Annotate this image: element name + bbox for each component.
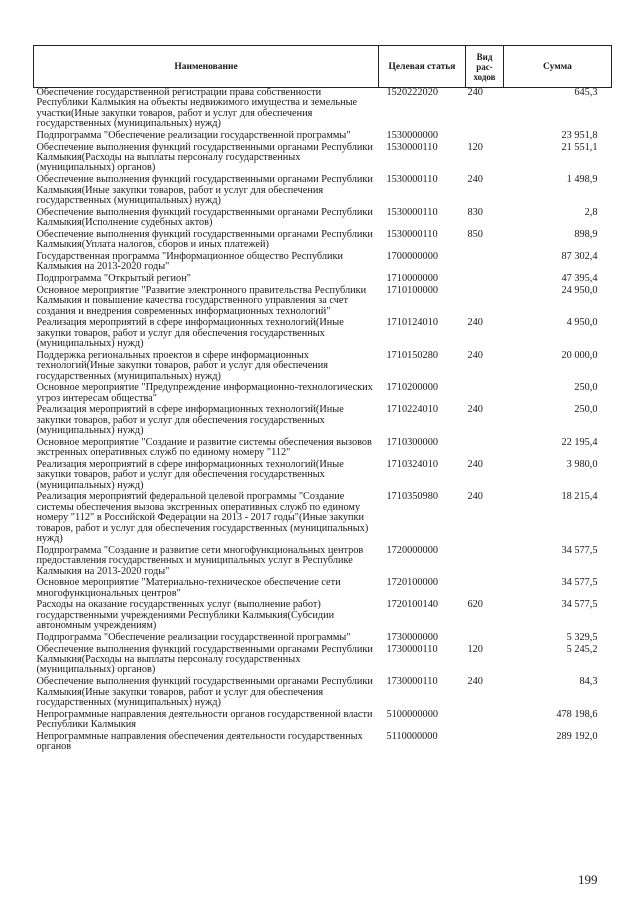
table-row — [34, 208, 612, 230]
row-name: Обеспечение выполнения функций государственными органами Республики Калмыкия(Расходы на выплаты персоналу государственных (муниципальных) органов) — [36, 643, 373, 676]
row-sum: 22 195,4 — [561, 436, 598, 448]
row-sum: 34 577,5 — [561, 577, 598, 589]
row-name: Обеспечение выполнения функций государственными органами Республики Калмыкия(Иные закупки товаров, работ и услуг для обеспечения государственных (муниципальных) нужд) — [36, 174, 373, 206]
row-sum: 24 950,0 — [561, 284, 598, 296]
row-code: 1710124010 — [386, 317, 438, 329]
header-name: Наименование — [34, 46, 379, 88]
table-row — [34, 460, 612, 493]
row-name: Государственная программа "Информационное общество Республики Калмыкия на 2013-2020 годы" — [36, 250, 344, 273]
row-sum: 289 192,0 — [556, 730, 598, 742]
row-name: Поддержка региональных проектов в сфере информационных технологий(Иные закупки товаров, работ и услуг для обеспечения государственных (муниципальных) нужд) — [36, 349, 329, 382]
row-expense-type — [466, 286, 504, 319]
row-code: 1710000000 — [386, 272, 438, 284]
table-body — [34, 88, 612, 754]
table-row — [34, 732, 612, 754]
table-header-row — [34, 46, 612, 88]
table-row — [34, 88, 612, 131]
row-expense-type: 240 — [467, 458, 483, 470]
table-row — [34, 286, 612, 319]
row-expense-type: 120 — [467, 643, 483, 655]
row-code: 1530000110 — [386, 206, 438, 218]
row-name: Основное мероприятие "Создание и развитие системы обеспечения вызовов экстренных оперативных служб по единому номеру "112" — [36, 436, 372, 459]
header-sum: Сумма — [504, 46, 612, 88]
row-expense-type: 850 — [467, 228, 483, 240]
row-sum: 250,0 — [574, 382, 598, 394]
row-expense-type — [466, 710, 504, 732]
table-row — [34, 645, 612, 678]
row-code: 1700000000 — [386, 250, 438, 262]
row-code: 5110000000 — [386, 730, 438, 742]
row-code: 1730000000 — [386, 631, 438, 643]
row-expense-type — [466, 578, 504, 600]
table-row — [34, 677, 612, 710]
table-row — [34, 633, 612, 645]
row-sum: 34 577,5 — [561, 544, 598, 556]
table-row — [34, 578, 612, 600]
row-expense-type — [466, 383, 504, 405]
row-code: 5100000000 — [386, 708, 438, 720]
row-code: 1710300000 — [386, 436, 438, 448]
row-sum: 47 395,4 — [561, 272, 598, 284]
row-sum: 23 951,8 — [561, 129, 598, 141]
row-expense-type: 240 — [467, 87, 483, 98]
row-expense-type: 240 — [467, 404, 483, 416]
row-expense-type: 240 — [467, 676, 483, 688]
row-name: Подпрограмма "Обеспечение реализации государственной программы" — [36, 129, 351, 141]
row-sum: 1 498,9 — [566, 174, 598, 186]
row-name: Основное мероприятие "Развитие электронного правительства Республики Калмыкия и повышение качества государственного управления за счет создания и внедрения современных информационных технологий" — [36, 284, 367, 317]
row-expense-type: 240 — [467, 317, 483, 329]
table-row — [34, 318, 612, 351]
row-sum: 20 000,0 — [561, 349, 598, 361]
row-sum: 18 215,4 — [561, 491, 598, 503]
table-row — [34, 230, 612, 252]
table-row — [34, 710, 612, 732]
row-code: 1530000110 — [386, 174, 438, 186]
row-name: Подпрограмма "Создание и развитие сети многофункциональных центров предоставления государственных и муниципальных услуг в Республике Калмыкия на 2013-2020 годы" — [36, 544, 364, 577]
row-sum: 5 245,2 — [566, 643, 598, 655]
row-expense-type: 620 — [467, 599, 483, 611]
row-sum: 4 950,0 — [566, 317, 598, 329]
row-code: 1730000110 — [386, 676, 438, 688]
table-row — [34, 383, 612, 405]
table-row — [34, 600, 612, 633]
row-name: Основное мероприятие "Материально-техническое обеспечение сети многофункциональных центров" — [36, 577, 341, 599]
row-code: 1530000110 — [386, 141, 438, 153]
row-name: Подпрограмма "Обеспечение реализации государственной программы" — [36, 631, 351, 643]
row-sum: 3 980,0 — [566, 458, 598, 470]
row-code: 1710324010 — [386, 458, 438, 470]
row-code: 1720100140 — [386, 599, 438, 611]
row-expense-type: 830 — [467, 206, 483, 218]
row-code: 1710200000 — [386, 382, 438, 394]
row-name: Обеспечение выполнения функций государственными органами Республики Калмыкия(Иные закупки товаров, работ и услуг для обеспечения государственных (муниципальных) нужд) — [36, 676, 373, 708]
row-sum: 645,3 — [574, 87, 598, 98]
row-expense-type — [466, 633, 504, 645]
row-sum: 21 551,1 — [561, 141, 598, 153]
row-code: 1720000000 — [386, 544, 438, 556]
row-expense-type — [466, 131, 504, 143]
table-row — [34, 351, 612, 384]
row-sum: 898,9 — [574, 228, 598, 240]
row-name: Обеспечение выполнения функций государственными органами Республики Калмыкия(Расходы на выплаты персоналу государственных (муниципальных) органов) — [36, 141, 373, 174]
row-code: 1530000110 — [386, 228, 438, 240]
row-name: Непрограммные направления обеспечения деятельности государственных органов — [36, 730, 363, 753]
row-name: Реализация мероприятий в сфере информационных технологий(Иные закупки товаров, работ и услуг для обеспечения государственных (муниципальных) нужд) — [36, 458, 344, 491]
header-expense-type: Вид рас-ходов — [466, 46, 504, 88]
table-row — [34, 252, 612, 274]
row-expense-type — [466, 438, 504, 460]
row-expense-type: 120 — [467, 141, 483, 153]
row-sum: 250,0 — [574, 404, 598, 416]
row-code: 1710350980 — [386, 491, 438, 503]
table-row — [34, 405, 612, 438]
row-code: 1530000000 — [386, 129, 438, 141]
row-name: Обеспечение государственной регистрации права собственности Республики Калмыкия на объекты недвижимого имущества и земельные участки(Иные закупки товаров, работ и услуг для обеспечения государственных (муниципальных) нужд) — [36, 87, 358, 130]
row-expense-type — [466, 252, 504, 274]
row-name: Обеспечение выполнения функций государственными органами Республики Калмыкия(Уплата налогов, сборов и иных платежей) — [36, 228, 373, 251]
table-row — [34, 438, 612, 460]
row-sum: 5 329,5 — [566, 631, 598, 643]
row-code: 1730000110 — [386, 643, 438, 655]
table-row — [34, 143, 612, 176]
row-expense-type: 240 — [467, 174, 483, 186]
header-code: Целевая статья — [379, 46, 466, 88]
row-sum: 87 302,4 — [561, 250, 598, 262]
row-expense-type — [466, 732, 504, 754]
table-row — [34, 492, 612, 545]
row-name: Реализация мероприятий в сфере информационных технологий(Иные закупки товаров, работ и услуг для обеспечения государственных (муниципальных) нужд) — [36, 404, 344, 437]
row-code: 1710224010 — [386, 404, 438, 416]
row-code: 1720100000 — [386, 577, 438, 589]
row-code: 1710150280 — [386, 349, 438, 361]
row-expense-type — [466, 274, 504, 286]
row-expense-type — [466, 546, 504, 579]
row-sum: 34 577,5 — [561, 599, 598, 611]
row-sum: 2,8 — [584, 206, 598, 218]
row-code: 1710100000 — [386, 284, 438, 296]
page-number: 199 — [578, 872, 598, 887]
row-name: Обеспечение выполнения функций государственными органами Республики Калмыкия(Исполнение судебных актов) — [36, 206, 373, 229]
row-name: Подпрограмма "Открытый регион" — [36, 272, 191, 284]
budget-table — [33, 45, 612, 754]
row-name: Расходы на оказание государственных услуг (выполнение работ) государственными учреждениями Республики Калмыкия(Субсидии автономным учреждениям) — [36, 599, 335, 632]
table-row — [34, 274, 612, 286]
row-expense-type: 240 — [467, 349, 483, 361]
row-code: 1520222020 — [386, 87, 438, 98]
row-sum: 478 198,6 — [556, 708, 598, 720]
row-name: Реализация мероприятий в сфере информационных технологий(Иные закупки товаров, работ и услуг для обеспечения государственных (муниципальных) нужд) — [36, 317, 344, 350]
row-name: Основное мероприятие "Предупреждение информационно-технологических угроз интересам общества" — [36, 382, 373, 404]
row-name: Реализация мероприятий федеральной целевой программы "Создание системы обеспечения вызова экстренных оперативных служб по единому номеру "112" в Российской Федерации на 2013 - 2017 годы"(Иные закупки товаров, работ и услуг для обеспечения государственных (муниципальных) нужд) — [36, 491, 369, 545]
table-row — [34, 131, 612, 143]
row-expense-type: 240 — [467, 491, 483, 503]
table-row — [34, 175, 612, 208]
table-row — [34, 546, 612, 579]
row-sum: 84,3 — [579, 676, 598, 688]
row-name: Непрограммные направления деятельности органов государственной власти Республики Калмыкия — [36, 708, 373, 731]
